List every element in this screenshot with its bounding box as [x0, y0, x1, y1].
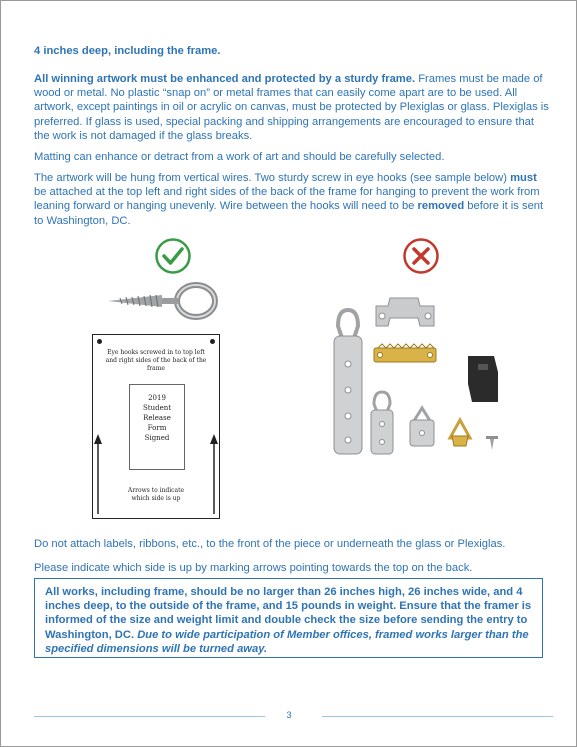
page-number: 3: [286, 710, 292, 720]
card-arrows-note: Arrows to indicate which side is up: [127, 487, 185, 502]
para-frame: [34, 72, 549, 143]
brass-triangle-icon: [450, 420, 470, 446]
clip-hanger-icon: [376, 298, 434, 326]
para-labels: Do not attach labels, ribbons, etc., to the front of the piece or underneath the glass or Plexiglas.: [34, 538, 506, 550]
notice-main: All works, including frame, should be no larger than 26 inches high, 26 inches wide, and 4 inches deep, to the outside of the frame, and 15 pounds in weight. Ensure that the framer is informed of the size and weight limit and double check the size before sending the entry to Washington, DC.: [45, 586, 532, 641]
card-box-line: 2019: [148, 394, 166, 402]
hanging-part3: before it is sent to Washington, DC.: [34, 200, 544, 227]
heading-depth: 4 inches deep, including the frame.: [34, 45, 221, 57]
footer-rule-left: [34, 716, 265, 717]
para-hanging: [34, 171, 549, 228]
cross-circle-icon: [402, 237, 440, 275]
triangle-ring-icon: [410, 408, 434, 446]
sample-card: [92, 334, 220, 519]
card-hook-dot-right: [210, 339, 215, 344]
card-box-line: Form: [147, 424, 167, 432]
black-hanger-icon: [468, 356, 498, 402]
incorrect-hangers-icon: [318, 290, 518, 460]
hanging-removed: removed: [417, 200, 465, 213]
card-box-line: Student: [142, 404, 172, 412]
card-instruction: Eye hooks screwed in to top left and right sides of the back of the frame: [105, 349, 207, 372]
frame-lead: All winning artwork must be enhanced and protected by a sturdy frame.: [34, 73, 416, 85]
eye-hook-icon: [104, 276, 224, 326]
footer-rule-right: [322, 716, 553, 717]
d-ring-hanger-icon: [334, 310, 362, 454]
hanging-must: must: [510, 172, 537, 184]
para-side-up: Please indicate which side is up by marking arrows pointing towards the top on the back.: [34, 562, 473, 574]
screw-icon: [486, 436, 498, 450]
up-arrows-icon: [93, 430, 219, 516]
hanging-part2: be attached at the top left and right sides of the back of the frame for hanging to prevent the work from leaning forward or hanging unevenly. Wire between the hooks will need to be: [34, 186, 540, 213]
notice-italic: Due to wide participation of Member offices, framed works larger than the specified dimensions will be turned away.: [45, 628, 529, 655]
frame-rest: Frames must be made of wood or metal. No plastic “snap on” or metal frames that can easily come apart are to be used. All artwork, except paintings in oil or acrylic on canvas, must be protected by Plexiglas or glass. Plexiglas is preferred. If glass is used, special packing and shipping arrangements are encouraged to ensure that the work is not damaged if the glass breaks.: [34, 73, 549, 142]
size-limit-notice: [34, 578, 543, 658]
card-hook-dot-left: [97, 339, 102, 344]
check-circle-icon: [154, 237, 192, 275]
card-box-line: Release: [143, 414, 171, 422]
para-matting: Matting can enhance or detract from a work of art and should be carefully selected.: [34, 151, 445, 163]
small-d-ring-icon: [371, 392, 393, 454]
card-box-line: Signed: [144, 434, 170, 442]
hanging-part1: The artwork will be hung from vertical wires. Two sturdy screw in eye hooks (see sample below): [34, 172, 507, 184]
sawtooth-hanger-icon: [374, 344, 436, 362]
